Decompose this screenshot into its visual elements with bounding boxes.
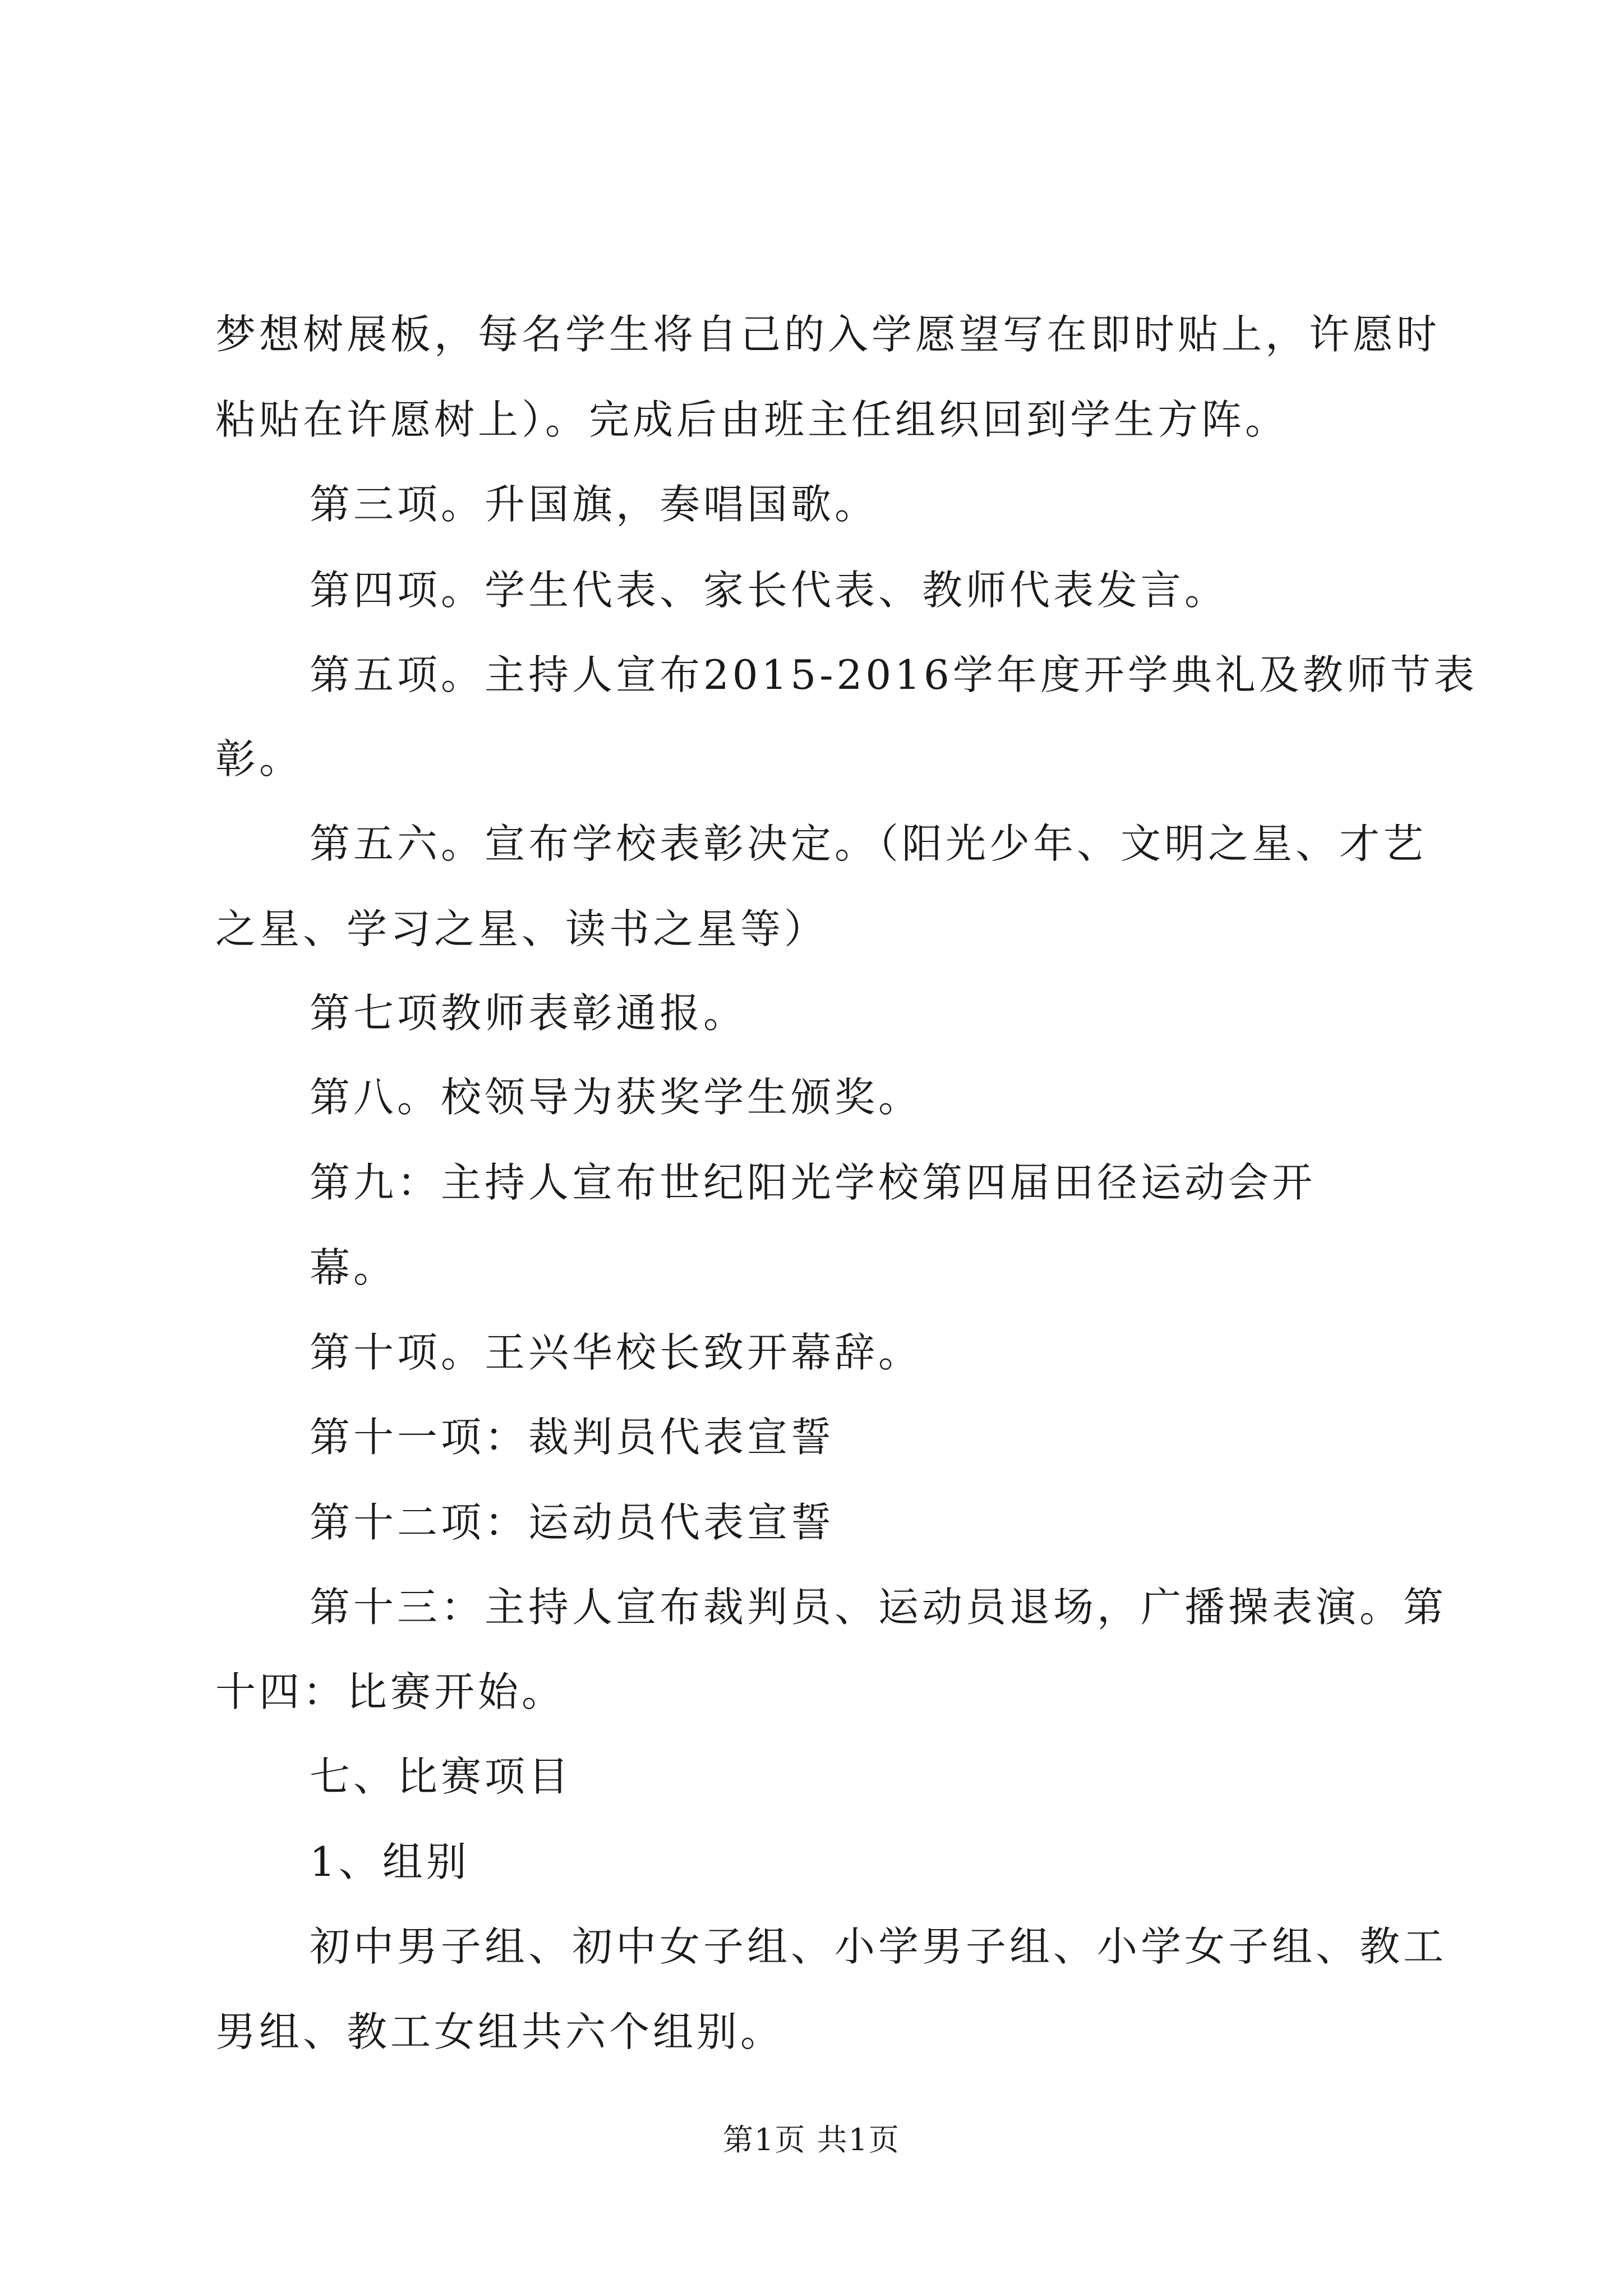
paragraph-line: 第五六。宣布学校表彰决定。（阳光少年、文明之星、才艺 (310, 820, 1427, 867)
paragraph-line: 第三项。升国旗，奏唱国歌。 (310, 481, 879, 528)
paragraph-line: 第九：主持人宣布世纪阳光学校第四届田径运动会开 (310, 1159, 1316, 1206)
page-footer: 第1页 共1页 (723, 2122, 900, 2157)
paragraph-line: 第五项。主持人宣布2015-2016学年度开学典礼及教师节表 (310, 651, 1478, 698)
paragraph-line: 第八。校领导为获奖学生颁奖。 (310, 1074, 923, 1121)
paragraph-line: 第十三：主持人宣布裁判员、运动员退场，广播操表演。第 (310, 1584, 1447, 1631)
paragraph-line: 第十二项：运动员代表宣誓 (310, 1499, 835, 1546)
paragraph-line: 粘贴在许愿树上）。完成后由班主任组织回到学生方阵。 (215, 396, 1289, 443)
paragraph-line: 十四：比赛开始。 (215, 1668, 566, 1715)
paragraph-line: 男组、教工女组共六个组别。 (215, 2008, 785, 2055)
subsection-heading: 1、组别 (310, 1838, 470, 1885)
paragraph-line: 初中男子组、初中女子组、小学男子组、小学女子组、教工 (310, 1923, 1447, 1970)
section-heading: 七、比赛项目 (310, 1753, 573, 1800)
paragraph-line: 第十一项：裁判员代表宣誓 (310, 1414, 835, 1461)
paragraph-line: 幕。 (310, 1244, 398, 1291)
paragraph-line: 梦想树展板，每名学生将自己的入学愿望写在即时贴上，许愿时 (215, 311, 1441, 358)
paragraph-line: 彰。 (215, 735, 303, 783)
paragraph-line: 第十项。王兴华校长致开幕辞。 (310, 1329, 923, 1376)
paragraph-line: 第四项。学生代表、家长代表、教师代表发言。 (310, 567, 1229, 614)
paragraph-line: 之星、学习之星、读书之星等） (215, 905, 828, 953)
paragraph-line: 第七项教师表彰通报。 (310, 990, 748, 1037)
